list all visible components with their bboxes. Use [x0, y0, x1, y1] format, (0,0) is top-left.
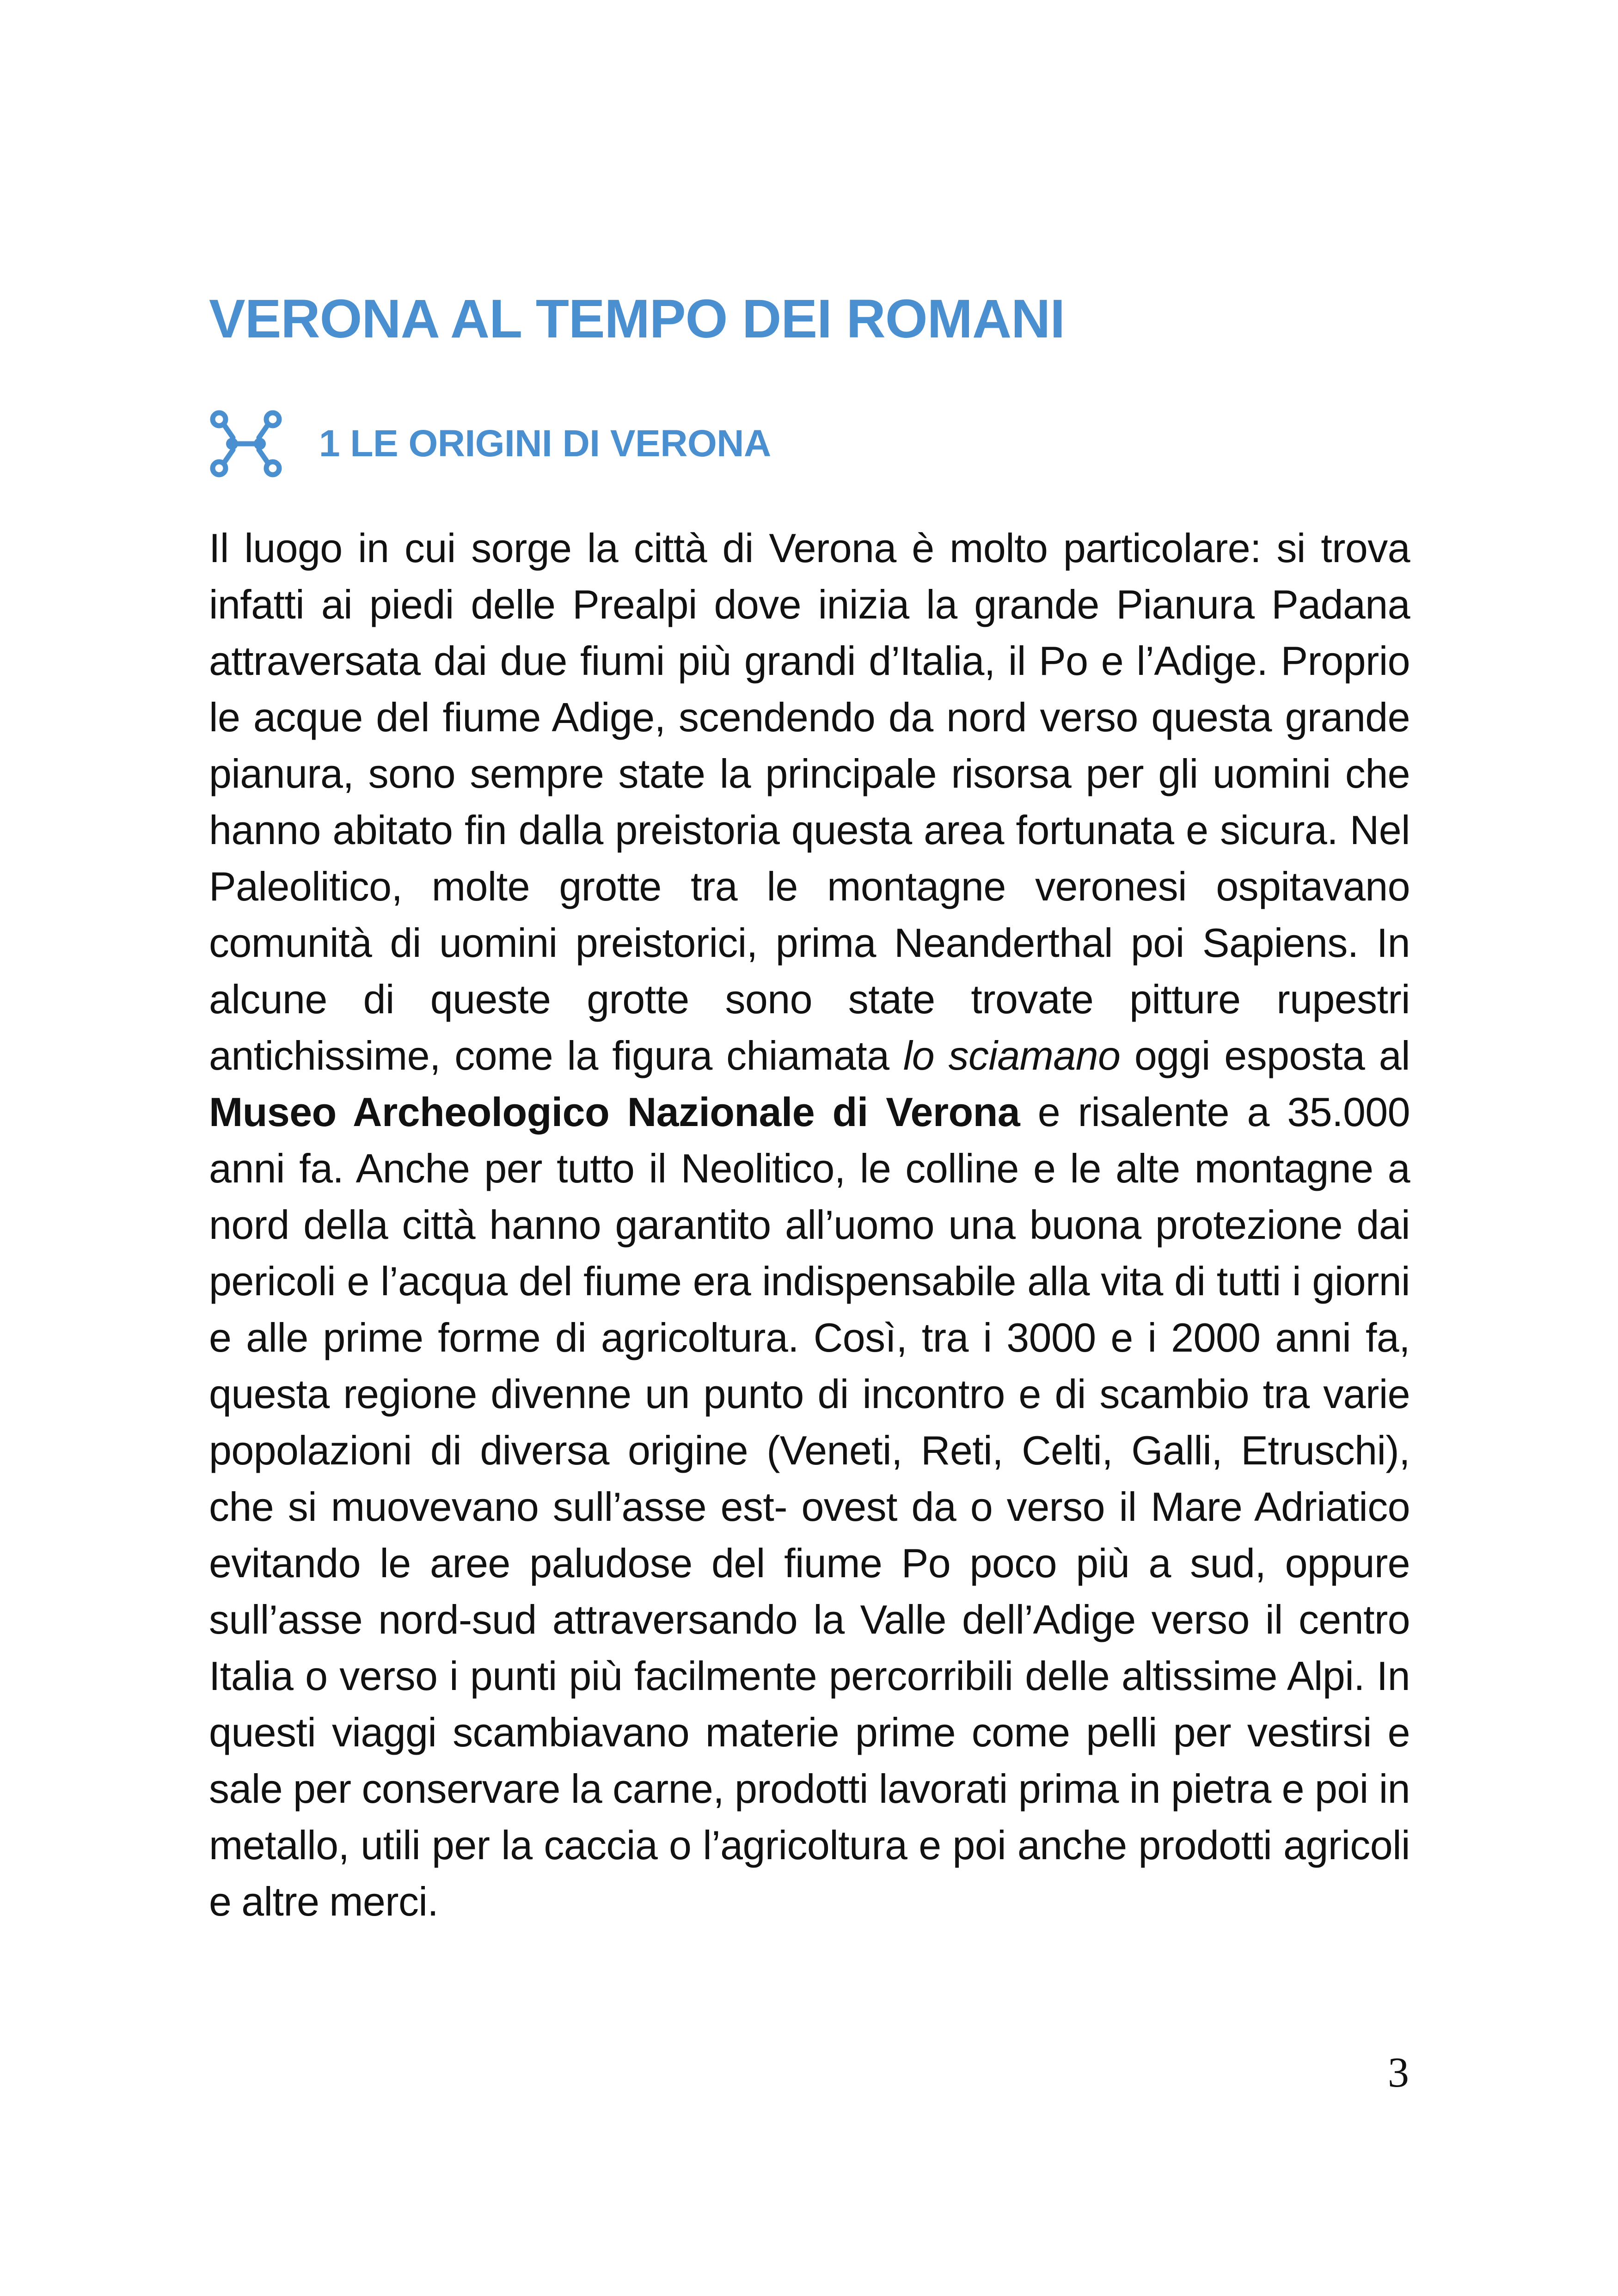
- body-paragraph: [209, 520, 1410, 1930]
- section-heading-label: 1 LE ORIGINI DI VERONA: [319, 422, 771, 465]
- body-text-bold: Museo Archeologico Nazionale di Verona: [209, 1089, 1020, 1135]
- section-heading: [209, 407, 771, 481]
- body-text-part-3: e risalente a 35.000 anni fa. Anche per tutto il Neolitico, le colline e le alte montagne a nord della città hanno garantito all’uomo una buona protezione dai pericoli e l’acqua del fiume era indispensabile alla vita di tutti i giorni e alle prime forme di agricoltura. Così, tra i 3000 e i 2000 anni fa, questa regione divenne un punto di incontro e di scambio tra varie popolazioni di diversa origine (Veneti, Reti, Celti, Galli, Etruschi), che si muovevano sull’asse est- ovest da o verso il Mare Adriatico evitando le aree paludose del fiume Po poco più a sud, oppure sull’asse nord-sud attraversando la Valle dell’Adige verso il centro Italia o verso i punti più facilmente percorribili delle altissime Alpi. In questi viaggi scambiavano materie prime come pelli per vestirsi e sale per conservare la carne, prodotti lavorati prima in pietra e poi in metallo, utili per la caccia o l’agricoltura e poi anche prodotti agricoli e altre merci.: [209, 1089, 1410, 1924]
- network-nodes-icon: [209, 409, 283, 478]
- page-number: 3: [1388, 2049, 1409, 2096]
- page-title: VERONA AL TEMPO DEI ROMANI: [209, 288, 1065, 349]
- body-text-part-2: oggi esposta al: [1120, 1033, 1410, 1078]
- body-text-part-1: Il luogo in cui sorge la città di Verona è molto particolare: si trova infatti ai piedi delle Prealpi dove inizia la grande Pianura Padana attraversata dai due fiumi più grandi d’Italia, il Po e l’Adige. Proprio le acque del fiume Adige, scendendo da nord verso questa grande pianura, sono sempre state la principale risorsa per gli uomini che hanno abitato fin dalla preistoria questa area fortunata e sicura. Nel Paleolitico, molte grotte tra le montagne veronesi ospitavano comunità di uomini preistorici, prima Neanderthal poi Sapiens. In alcune di queste grotte sono state trovate pitture rupestri antichissime, come la figura chiamata: [209, 525, 1410, 1078]
- body-text-italic: lo sciamano: [903, 1033, 1121, 1078]
